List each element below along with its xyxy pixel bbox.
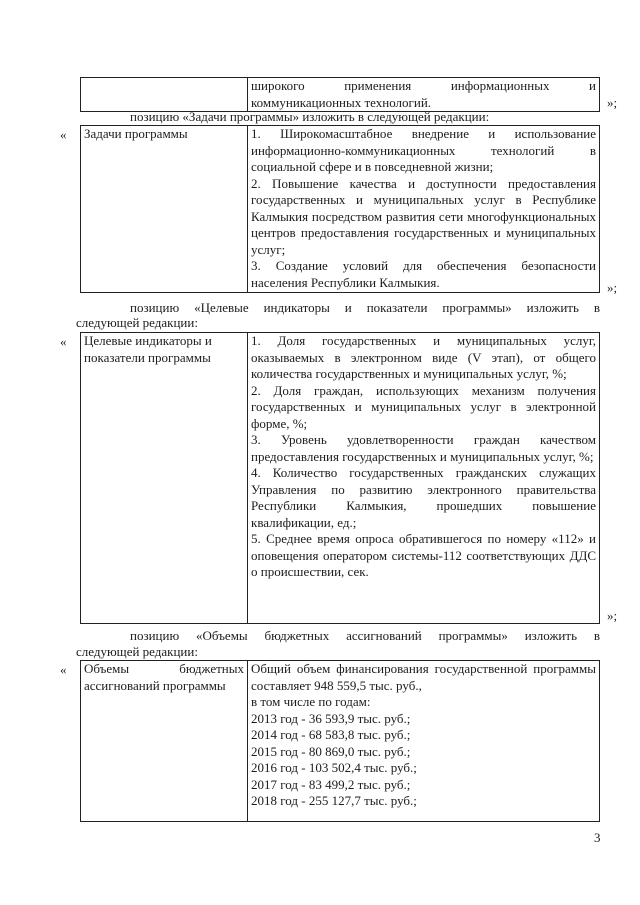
section2-intro [80, 300, 600, 315]
open-quote: « [60, 127, 67, 142]
section2-item: 3. Уровень удовлетворенности граждан качеством предоставления государственных и муниципальных услуг, %; [251, 432, 596, 464]
section3-year-row: 2017 год - 83 499,2 тыс. руб.; [251, 776, 411, 792]
section2-item: 4. Количество государственных гражданских служащих Управления по развитию электронного правительства Республики Калмыкия, прошедших повышение квалификации, ед.; [251, 465, 596, 530]
section3-year-row: 2014 год - 68 583,8 тыс. руб.; [251, 727, 411, 742]
section3-table [80, 660, 600, 822]
section1-item: 2. Повышение качества и доступности предоставления государственных и муниципальных услуг в Республике Калмыкия посредством развития сети многофункциональных центров предоставления государственных и муниципальных услуг; [251, 175, 596, 257]
section1-label: Задачи программы [81, 126, 248, 293]
open-quote: « [60, 334, 67, 349]
section1-item: 1. Широкомасштабное внедрение и использование информационно-коммуникационных технологий в социальной сфере и в повседневной жизни; [251, 126, 596, 174]
section1-table [80, 125, 600, 293]
section2-content [248, 333, 600, 624]
open-quote: « [60, 662, 67, 677]
top-fragment-line: коммуникационных технологий. [251, 94, 432, 110]
section3-summary: Общий объем финансирования государственной программы составляет 948 559,5 тыс. руб., [251, 661, 596, 693]
section2-item: 1. Доля государственных и муниципальных услуг, оказываемых в электронном виде (V этап), от общего количества государственных и муниципальных услуг, %; [251, 333, 596, 381]
section3-year-row: 2013 год - 36 593,9 тыс. руб.; [251, 710, 411, 726]
close-quote: »; [607, 95, 618, 110]
section3-year-row: 2016 год - 103 502,4 тыс. руб.; [251, 760, 417, 775]
section3-content [248, 661, 600, 822]
top-fragment-label-cell [81, 78, 248, 112]
section2-intro-line: следующей редакции: [76, 315, 198, 330]
top-fragment-line: широкого применения информационных и [251, 78, 596, 93]
close-quote: »; [607, 280, 618, 295]
close-quote: »; [607, 608, 618, 623]
section1-content [248, 126, 600, 293]
section2-intro-line: позицию «Целевые индикаторы и показатели программы» изложить в [130, 300, 600, 315]
section3-years-intro: в том числе по годам: [251, 694, 371, 709]
page-number: 3 [594, 830, 601, 845]
section1-item: 3. Создание условий для обеспечения безопасности населения Республики Калмыкия. [251, 258, 596, 290]
section3-intro [80, 628, 600, 643]
section3-year-row: 2015 год - 80 869,0 тыс. руб.; [251, 743, 411, 759]
top-fragment-table [80, 77, 600, 112]
section2-label: Целевые индикаторы и показатели программы [81, 333, 248, 624]
top-fragment-text-cell [248, 78, 600, 112]
section2-table [80, 332, 600, 624]
section2-item: 2. Доля граждан, использующих механизм получения государственных и муниципальных услуг в электронной форме, %; [251, 382, 596, 431]
section3-year-row: 2018 год - 255 127,7 тыс. руб.; [251, 793, 417, 808]
section3-intro-line: позицию «Объемы бюджетных ассигнований программы» изложить в [130, 628, 600, 643]
section3-intro-line: следующей редакции: [76, 644, 198, 659]
section3-label: Объемы бюджетных ассигнований программы [81, 661, 248, 822]
section1-intro: позицию «Задачи программы» изложить в следующей редакции: [130, 109, 490, 124]
section2-item: 5. Среднее время опроса обратившегося по номеру «112» и оповещения оператором системы-112 соответствующих ДДС о происшествии, сек. [251, 531, 596, 579]
